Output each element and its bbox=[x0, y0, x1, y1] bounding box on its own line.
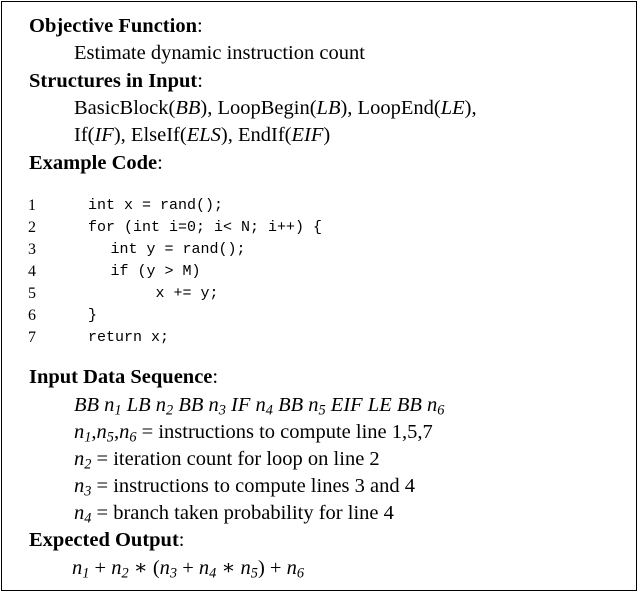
objective-colon: : bbox=[196, 15, 203, 37]
variable: $n_3$ bbox=[159, 557, 178, 582]
structure-abbrev: BB bbox=[175, 97, 201, 119]
definition-row bbox=[74, 419, 433, 445]
structure-text: If( bbox=[74, 124, 95, 146]
code-line: int y = rand(); bbox=[110, 241, 246, 258]
variable: $n_5$ bbox=[96, 421, 114, 446]
structure-text: ), LoopEnd( bbox=[340, 97, 441, 119]
code-line-number: 1 bbox=[28, 197, 36, 214]
variable: $n_3$ bbox=[74, 475, 92, 500]
definition-text: = instructions to compute lines 3 and 4 bbox=[91, 475, 415, 497]
definition-row bbox=[74, 473, 415, 499]
structure-text: ), LoopBegin( bbox=[200, 97, 317, 119]
sequence-token: BB bbox=[178, 394, 204, 416]
code-line: for (int i=0; i< N; i++) { bbox=[88, 219, 323, 236]
definition-row bbox=[74, 500, 394, 526]
objective-text: Estimate dynamic instruction count bbox=[74, 42, 365, 64]
input-seq-colon: : bbox=[212, 366, 219, 388]
sequence-token: EIF bbox=[330, 394, 363, 416]
variable: $n_4$ bbox=[74, 502, 92, 527]
structure-abbrev: LB bbox=[316, 97, 341, 119]
structures-line-2 bbox=[74, 122, 330, 148]
variable-subscript: 1 bbox=[82, 565, 90, 582]
structure-abbrev: ELS bbox=[186, 124, 221, 146]
code-line: } bbox=[88, 307, 98, 324]
variable: $n_4$ bbox=[255, 394, 273, 419]
structures-colon: : bbox=[197, 70, 203, 92]
variable: $n_1$ bbox=[104, 394, 122, 419]
structures-line-1 bbox=[74, 95, 477, 121]
operator: ) + bbox=[257, 557, 287, 579]
code-line-number: 5 bbox=[28, 285, 36, 302]
variable-subscript: 3 bbox=[84, 483, 92, 500]
variable-subscript: 4 bbox=[265, 402, 273, 419]
structure-abbrev: LE bbox=[440, 97, 465, 119]
expected-heading-line bbox=[29, 527, 184, 553]
expected-heading: Expected Output bbox=[29, 529, 179, 551]
variable-subscript: 5 bbox=[318, 402, 326, 419]
sequence-token: BB bbox=[74, 394, 100, 416]
code-line-number: 2 bbox=[28, 219, 36, 236]
example-colon: : bbox=[157, 152, 163, 174]
sequence-token: BB bbox=[396, 394, 422, 416]
sequence-token: LE bbox=[367, 394, 392, 416]
code-line: int x = rand(); bbox=[88, 197, 224, 214]
code-line-number: 4 bbox=[28, 263, 36, 280]
input-sequence bbox=[74, 392, 444, 418]
code-line-number: 3 bbox=[28, 241, 36, 258]
example-heading: Example Code bbox=[29, 152, 158, 174]
structure-text: ), bbox=[464, 97, 477, 119]
operator: + bbox=[89, 557, 112, 579]
variable: $n_3$ bbox=[208, 394, 226, 419]
input-seq-heading: Input Data Sequence bbox=[29, 366, 213, 388]
variable-subscript: 3 bbox=[218, 402, 226, 419]
comma: , bbox=[91, 421, 97, 443]
structure-abbrev: IF bbox=[94, 124, 114, 146]
objective-heading-line bbox=[29, 13, 203, 39]
input-seq-heading-line bbox=[29, 364, 218, 390]
variable: $n_4$ bbox=[198, 557, 217, 582]
code-line: x += y; bbox=[155, 285, 219, 302]
variable-subscript: 5 bbox=[106, 429, 114, 446]
operator: + bbox=[177, 557, 199, 579]
code-line-number: 6 bbox=[28, 307, 36, 324]
structure-text: ) bbox=[323, 124, 331, 146]
code-line-number: 7 bbox=[28, 329, 36, 346]
variable-subscript: 4 bbox=[209, 565, 217, 582]
variable: $n_6$ bbox=[286, 557, 304, 582]
variable-subscript: 5 bbox=[250, 565, 258, 582]
structures-heading-line bbox=[29, 68, 203, 94]
variable: $n_2$ bbox=[74, 448, 92, 473]
objective-heading: Objective Function bbox=[29, 15, 197, 37]
variable-subscript: 2 bbox=[166, 402, 174, 419]
variable-subscript: 1 bbox=[114, 402, 122, 419]
expected-formula bbox=[72, 555, 304, 581]
sequence-token: IF bbox=[231, 394, 251, 416]
structure-text: ), ElseIf( bbox=[113, 124, 187, 146]
variable-subscript: 2 bbox=[121, 565, 129, 582]
definition-text: = iteration count for loop on line 2 bbox=[91, 448, 380, 470]
variable: $n_6$ bbox=[427, 394, 445, 419]
variable: $n_5$ bbox=[240, 557, 258, 582]
structures-heading: Structures in Input bbox=[29, 70, 198, 92]
algorithm-box bbox=[1, 1, 637, 591]
variable-subscript: 6 bbox=[437, 402, 445, 419]
variable: $n_5$ bbox=[308, 394, 326, 419]
operator: ∗ bbox=[216, 557, 241, 579]
variable: $n_1$ bbox=[72, 557, 90, 582]
sequence-token: LB bbox=[126, 394, 151, 416]
variable: $n_1$ bbox=[74, 421, 92, 446]
variable-subscript: 4 bbox=[84, 510, 92, 527]
structure-abbrev: EIF bbox=[291, 124, 324, 146]
expected-colon: : bbox=[178, 529, 185, 551]
definition-text: = instructions to compute line 1,5,7 bbox=[136, 421, 433, 443]
code-line: return x; bbox=[88, 329, 170, 346]
operator: ∗ ( bbox=[128, 557, 160, 579]
structure-text: BasicBlock( bbox=[74, 97, 176, 119]
comma: , bbox=[113, 421, 120, 443]
variable: $n_6$ bbox=[119, 421, 137, 446]
variable: $n_2$ bbox=[155, 394, 174, 419]
variable-subscript: 3 bbox=[169, 565, 178, 582]
variable: $n_2$ bbox=[111, 557, 129, 582]
code-line: if (y > M) bbox=[110, 263, 201, 280]
definition-row bbox=[74, 446, 380, 472]
structure-text: ), EndIf( bbox=[220, 124, 292, 146]
variable-subscript: 2 bbox=[84, 456, 92, 473]
definition-text: = branch taken probability for line 4 bbox=[91, 502, 394, 524]
variable-subscript: 1 bbox=[84, 429, 92, 446]
example-heading-line bbox=[29, 150, 163, 176]
variable-subscript: 6 bbox=[129, 429, 137, 446]
variable-subscript: 6 bbox=[296, 565, 304, 582]
sequence-token: BB bbox=[278, 394, 304, 416]
